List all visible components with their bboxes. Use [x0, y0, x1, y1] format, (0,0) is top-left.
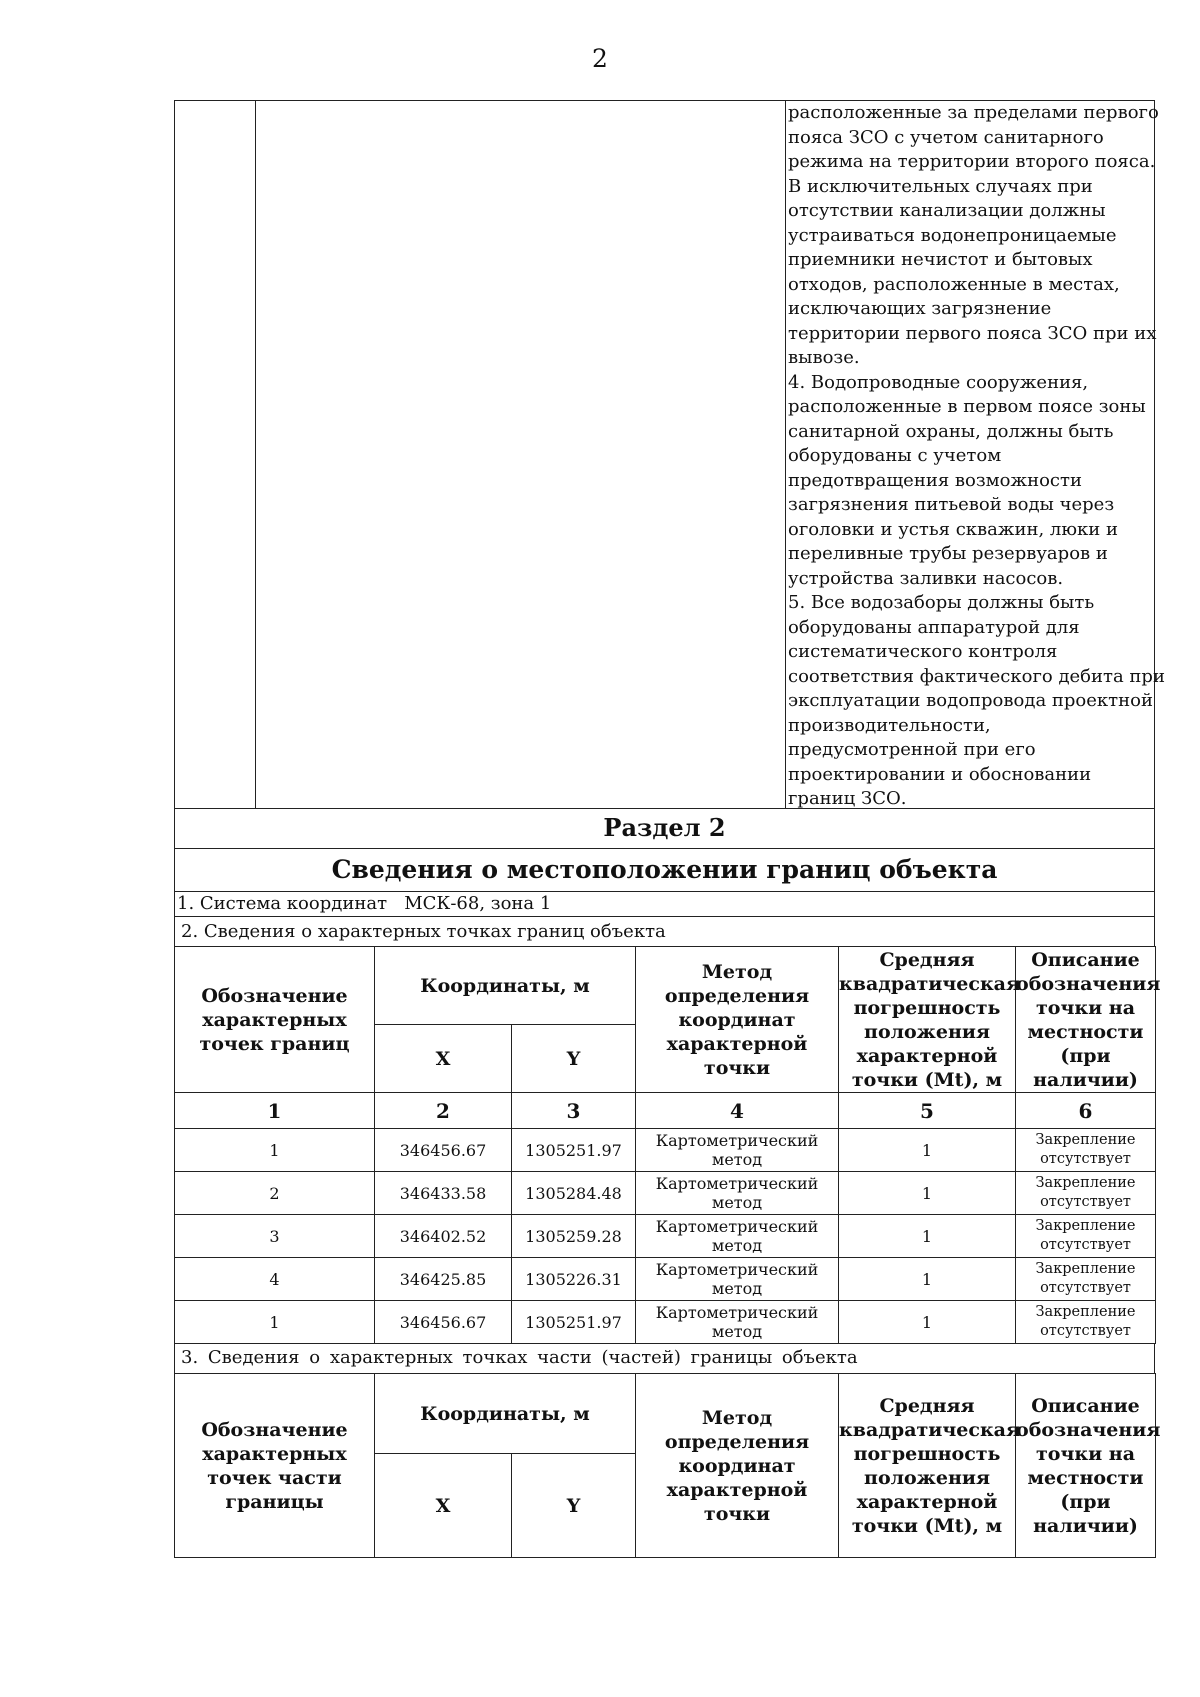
text-line: устройства заливки насосов.: [788, 567, 1064, 589]
error-cell: 1: [839, 1172, 1016, 1215]
text-line: систематического контроля: [788, 641, 1058, 662]
y-cell: 1305259.28: [512, 1215, 636, 1258]
text-line: производительности,: [788, 714, 991, 736]
text-line: загрязнения питьевой воды через: [788, 494, 1115, 515]
y-cell: 1305251.97: [512, 1129, 636, 1172]
coord-system-value: МСК-68, зона 1: [404, 893, 552, 914]
coord-system-row: [174, 892, 1155, 917]
method-cell: Картометрический метод: [636, 1172, 839, 1215]
table-row: [175, 1215, 1156, 1258]
error-cell: 1: [839, 1129, 1016, 1172]
method-cell: Картометрический метод: [636, 1129, 839, 1172]
table-row: [175, 1258, 1156, 1301]
coord-system-label: 1. Система координат: [177, 893, 388, 914]
x-cell: 346402.52: [375, 1215, 512, 1258]
text-line: предотвращения возможности: [788, 469, 1082, 491]
text-line: исключающих загрязнение: [788, 298, 1052, 319]
column-number: 2: [375, 1093, 512, 1129]
part-boundary-points-table: [174, 1373, 1161, 1558]
section-title: Раздел 2: [174, 809, 1155, 849]
header-designation: Обозначение характерных точек части границы: [175, 1374, 375, 1558]
page-number: 2: [592, 44, 608, 73]
header-error: Средняя квадратическая погрешность положения характерной точки (Mt), м: [839, 948, 1021, 1091]
table2-caption: 3. Сведения о характерных точках части (частей) границы объекта: [174, 1343, 1155, 1374]
description-cell: Закрепление отсутствует: [1016, 1215, 1156, 1258]
text-line: эксплуатации водопровода проектной: [788, 690, 1153, 711]
text-line: переливные трубы резервуаров и: [788, 543, 1108, 564]
column-number: 1: [175, 1093, 375, 1129]
header-method: Метод определения координат характерной точки: [636, 1374, 839, 1558]
text-line: расположенные в первом поясе зоны: [788, 396, 1146, 417]
point-cell: 1: [175, 1301, 375, 1344]
header-coordinates: Координаты, м: [375, 947, 636, 1025]
text-line: отходов, расположенные в местах,: [788, 273, 1120, 295]
x-cell: 346456.67: [375, 1129, 512, 1172]
table-row: [175, 1129, 1156, 1172]
column-number: 4: [636, 1093, 839, 1129]
x-cell: 346425.85: [375, 1258, 512, 1301]
column-number: 5: [839, 1093, 1016, 1129]
error-cell: 1: [839, 1301, 1016, 1344]
error-cell: 1: [839, 1215, 1016, 1258]
error-cell: 1: [839, 1258, 1016, 1301]
text-line: оборудованы с учетом: [788, 445, 1002, 466]
boundary-points-table: [174, 946, 1161, 1344]
table-row: [175, 1301, 1156, 1344]
description-cell: Закрепление отсутствует: [1016, 1129, 1156, 1172]
text-line: проектировании и обосновании: [788, 763, 1092, 785]
header-x: X: [375, 1454, 512, 1558]
text-line: приемники нечистот и бытовых: [788, 249, 1093, 270]
method-cell: Картометрический метод: [636, 1301, 839, 1344]
text-line: устраиваться водонепроницаемые: [788, 224, 1117, 246]
column-number: 6: [1016, 1093, 1156, 1129]
header-method: Метод определения координат характерной точки: [636, 947, 839, 1093]
text-line: расположенные за пределами первого: [788, 102, 1159, 123]
header-x: X: [375, 1025, 512, 1093]
text-line: оборудованы аппаратурой для: [788, 616, 1080, 638]
text-line: режима на территории второго пояса.: [788, 151, 1156, 172]
text-line: отсутствии канализации должны: [788, 200, 1106, 221]
header-error: Средняя квадратическая погрешность положения характерной точки (Mt), м: [839, 1374, 1016, 1558]
point-cell: 3: [175, 1215, 375, 1258]
header-y: Y: [512, 1025, 636, 1093]
text-line: пояса ЗСО с учетом санитарного: [788, 126, 1104, 148]
header-description: Описание обозначения точки на местности (при наличии): [1016, 1374, 1156, 1558]
column-divider: [255, 101, 256, 808]
text-line: границ ЗСО.: [788, 788, 907, 809]
y-cell: 1305251.97: [512, 1301, 636, 1344]
header-y: Y: [512, 1454, 636, 1558]
method-cell: Картометрический метод: [636, 1215, 839, 1258]
method-cell: Картометрический метод: [636, 1258, 839, 1301]
text-line: санитарной охраны, должны быть: [788, 420, 1114, 442]
table-row: [175, 1172, 1156, 1215]
text-line: предусмотренной при его: [788, 739, 1036, 760]
x-cell: 346433.58: [375, 1172, 512, 1215]
continuation-text: [788, 101, 1165, 812]
section-subtitle: Сведения о местоположении границ объекта: [174, 849, 1155, 892]
text-line: территории первого пояса ЗСО при их: [788, 322, 1157, 344]
y-cell: 1305226.31: [512, 1258, 636, 1301]
text-line: 5. Все водозаборы должны быть: [788, 592, 1095, 613]
point-cell: 2: [175, 1172, 375, 1215]
text-line: В исключительных случаях при: [788, 175, 1093, 197]
description-cell: Закрепление отсутствует: [1016, 1301, 1156, 1344]
column-divider: [785, 101, 786, 808]
description-cell: Закрепление отсутствует: [1016, 1172, 1156, 1215]
text-line: оголовки и устья скважин, люки и: [788, 518, 1118, 540]
text-line: 4. Водопроводные сооружения,: [788, 371, 1089, 393]
point-cell: 4: [175, 1258, 375, 1301]
x-cell: 346456.67: [375, 1301, 512, 1344]
column-number-row: [175, 1093, 1156, 1129]
header-description: Описание обозначения точки на местности (при наличии): [1016, 948, 1161, 1091]
header-designation: Обозначение характерных точек границ: [175, 947, 375, 1093]
text-line: соответствия фактического дебита при: [788, 665, 1165, 687]
column-number: 3: [512, 1093, 636, 1129]
continuation-table: [174, 100, 1165, 809]
table1-caption: 2. Сведения о характерных точках границ объекта: [174, 917, 1155, 947]
y-cell: 1305284.48: [512, 1172, 636, 1215]
point-cell: 1: [175, 1129, 375, 1172]
description-cell: Закрепление отсутствует: [1016, 1258, 1156, 1301]
text-line: вывозе.: [788, 347, 860, 368]
header-coordinates: Координаты, м: [375, 1374, 636, 1454]
